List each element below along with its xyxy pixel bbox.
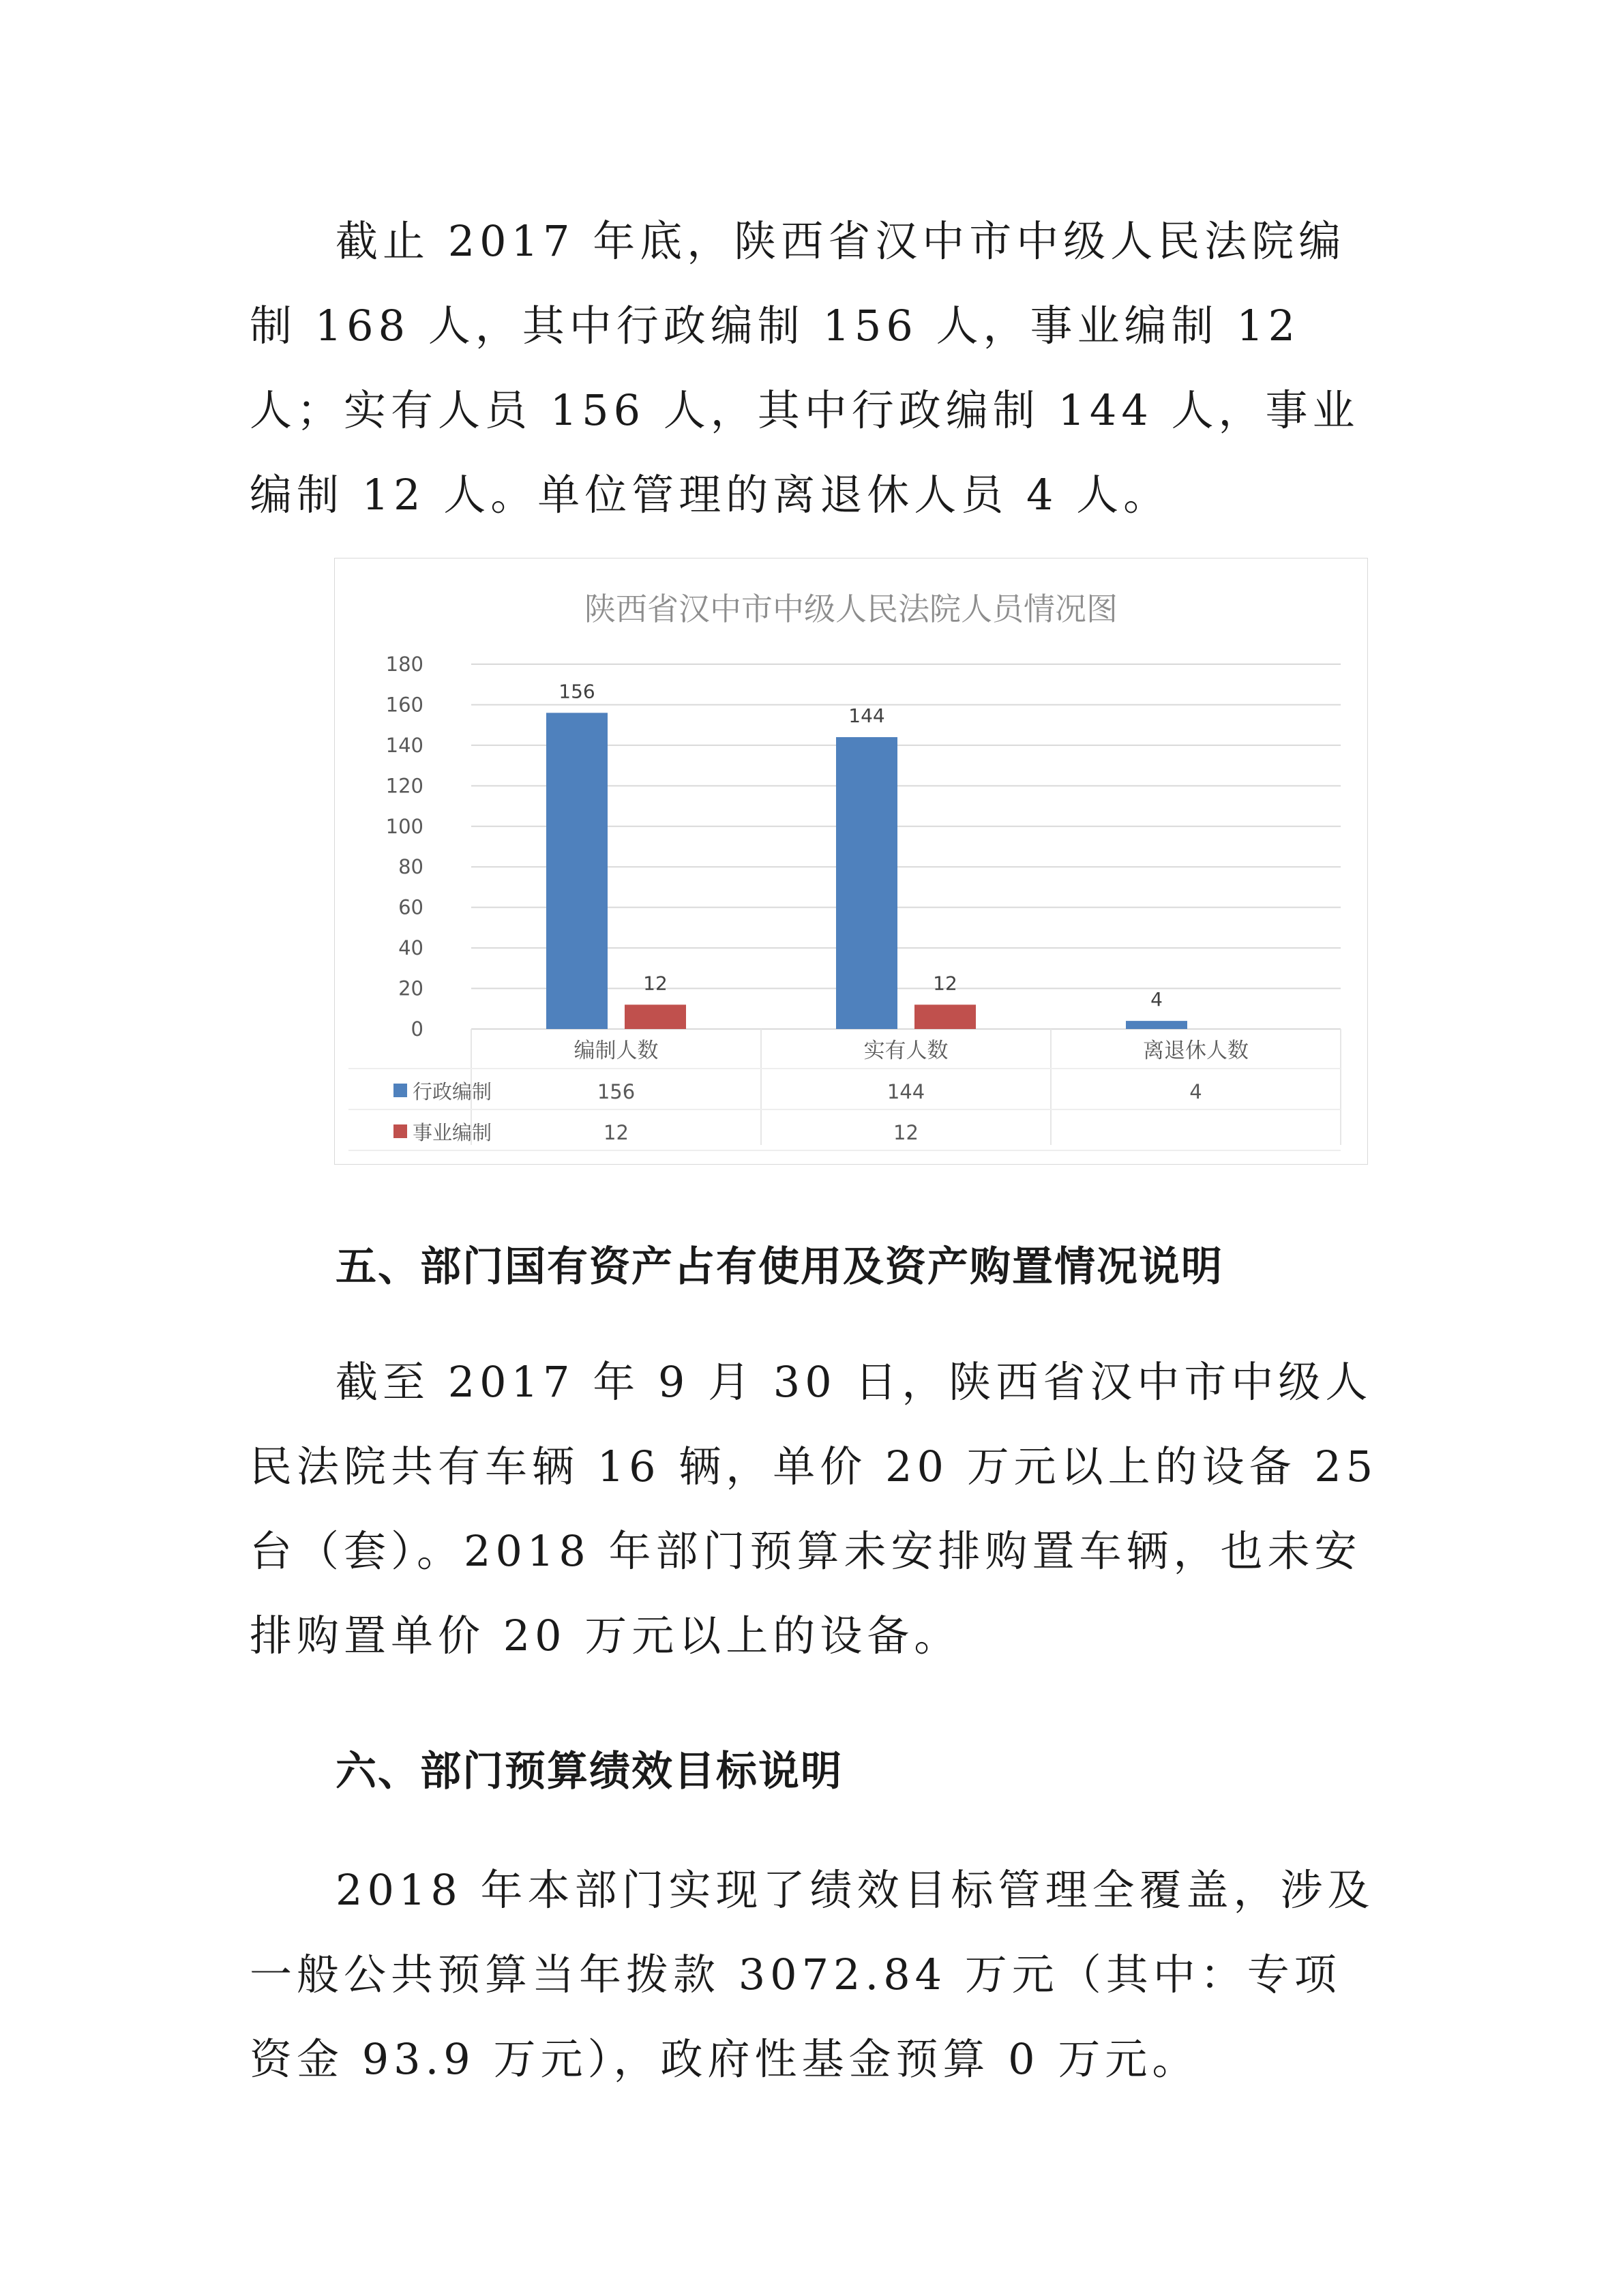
- legend-label: 行政编制: [413, 1080, 492, 1103]
- y-tick-label: 140: [385, 733, 423, 757]
- y-tick-label: 100: [385, 814, 423, 838]
- staff-chart: [334, 558, 1368, 1165]
- bar: [836, 737, 897, 1029]
- y-tick-label: 120: [385, 774, 423, 798]
- bar-data-label: 144: [848, 704, 885, 727]
- y-tick-label: 80: [398, 855, 423, 879]
- y-tick-label: 0: [411, 1017, 423, 1041]
- legend-swatch: [393, 1084, 407, 1097]
- table-value: 156: [597, 1080, 636, 1103]
- bar-data-label: 156: [559, 680, 595, 703]
- chart-title: 陕西省汉中市中级人民法院人员情况图: [584, 591, 1118, 627]
- paragraph-performance: 2018 年本部门实现了绩效目标管理全覆盖，涉及一般公共预算当年拨款 3072.84 万元（其中：专项资金 93.9 万元），政府性基金预算 0 万元。: [250, 1865, 1375, 2084]
- bar: [914, 1004, 976, 1029]
- table-value: 144: [887, 1080, 925, 1103]
- y-tick-label: 160: [385, 693, 423, 717]
- bar: [1126, 1021, 1187, 1029]
- paragraph-staffing: 截止 2017 年底，陕西省汉中市中级人民法院编制 168 人，其中行政编制 156 人，事业编制 12 人；实有人员 156 人，其中行政编制 144 人，事业编制 12 人。单位管理的离退休人员 4 人。: [250, 216, 1360, 520]
- bar-data-label: 12: [643, 972, 668, 995]
- legend-label: 事业编制: [413, 1121, 492, 1144]
- x-category-label: 离退休人数: [1143, 1039, 1249, 1063]
- bar-data-label: 12: [933, 972, 957, 995]
- x-category-label: 实有人数: [863, 1039, 949, 1063]
- x-category-label: 编制人数: [574, 1039, 659, 1063]
- y-tick-label: 60: [398, 895, 423, 919]
- bar-data-label: 4: [1150, 988, 1163, 1011]
- y-tick-label: 180: [385, 653, 423, 676]
- section-heading-performance: 六、部门预算绩效目标说明: [336, 1748, 843, 1795]
- y-tick-label: 40: [398, 936, 423, 960]
- table-value: 4: [1189, 1080, 1202, 1103]
- paragraph-assets: 截至 2017 年 9 月 30 日，陕西省汉中市中级人民法院共有车辆 16 辆，单价 20 万元以上的设备 25 台（套）。2018 年部门预算未安排购置车辆，也未安排购置单价 20 万元以上的设备。: [250, 1357, 1378, 1660]
- bar: [625, 1004, 686, 1029]
- table-value: 12: [604, 1121, 629, 1144]
- y-tick-label: 20: [398, 976, 423, 1000]
- table-value: 12: [893, 1121, 919, 1144]
- section-heading-assets: 五、部门国有资产占有使用及资产购置情况说明: [336, 1243, 1223, 1291]
- bar: [546, 713, 608, 1029]
- legend-swatch: [393, 1124, 407, 1138]
- staff-bar-chart-svg: [335, 558, 1367, 1164]
